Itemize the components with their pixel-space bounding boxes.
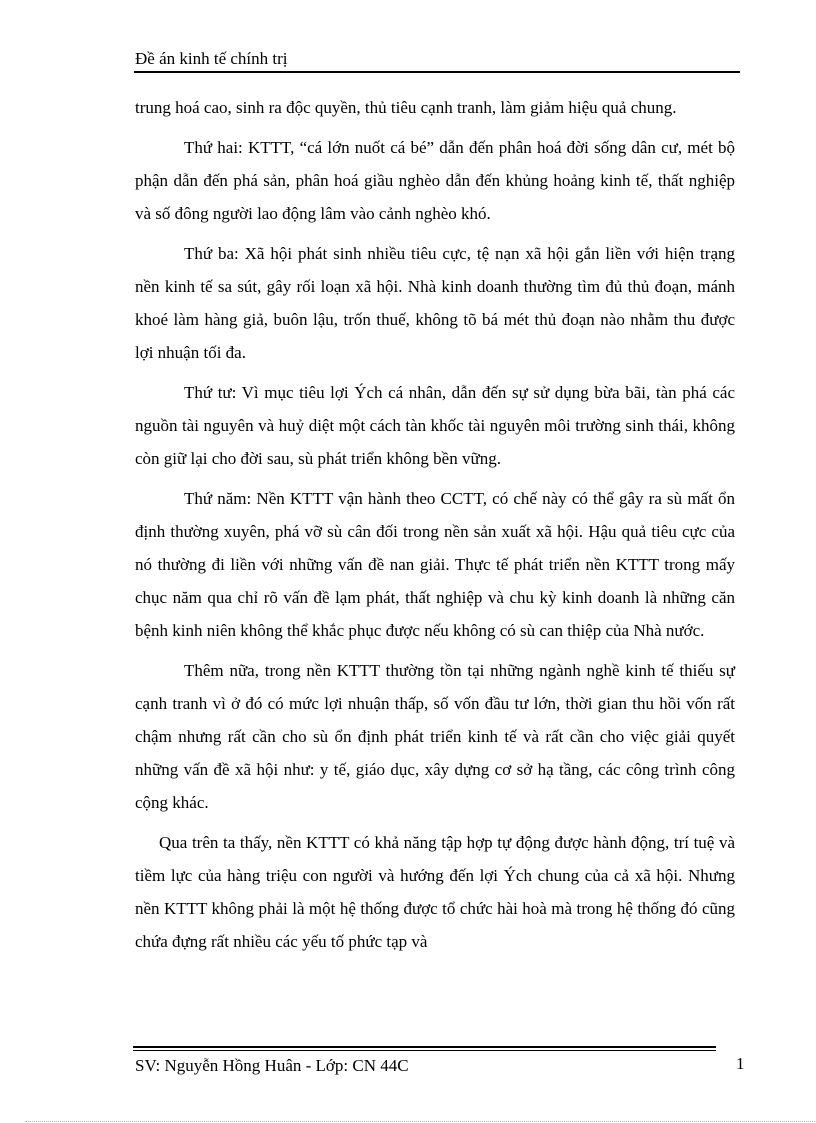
page-number: 1 [736, 1054, 745, 1073]
paragraph-them-nua: Thêm nữa, trong nền KTTT thường tồn tại những ngành nghề kinh tế thiếu sự cạnh tranh vì ở đó có mức lợi nhuận thấp, số vốn đầu tư lớn, thời gian thu hồi vốn rất chậm nhưng rất cần cho sù ổn định phát triển kinh tế và rất cần cho việc giải quyết những vấn đề xã hội như: y tế, giáo dục, xây dựng cơ sở hạ tầng, các công trình công cộng khác. [135, 661, 735, 812]
footer-divider-thin [133, 1050, 716, 1051]
paragraph-continuation: trung hoá cao, sinh ra độc quyền, thủ tiêu cạnh tranh, làm giảm hiệu quả chung. [135, 98, 677, 117]
footer-author-line: SV: Nguyễn Hồng Huân - Lớp: CN 44C [135, 1056, 409, 1075]
paragraph-thu-nam: Thứ năm: Nền KTTT vận hành theo CCTT, có chế này có thể gây ra sù mất ổn định thường xuyên, phá vỡ sù cân đối trong nền sản xuất xã hội. Hậu quả tiêu cực của nó thường đi liền với những vấn đề nan giải. Thực tế phát triển nền KTTT trong mấy chục năm qua chỉ rõ vấn đề lạm phát, thất nghiệp và chu kỳ kinh doanh là những căn bệnh kinh niên không thể khắc phục được nếu không có sù can thiệp của Nhà nước. [135, 489, 735, 640]
paragraph-thu-hai: Thứ hai: KTTT, “cá lớn nuốt cá bé” dẫn đến phân hoá đời sống dân cư, mét bộ phận dẫn đến phá sản, phân hoá giầu nghèo dẫn đến khủng hoảng kinh tế, thất nghiệp và số đông người lao động lâm vào cảnh nghèo khó. [135, 138, 735, 223]
header-divider [134, 71, 740, 73]
footer-divider-thick [133, 1046, 716, 1048]
paragraph-thu-ba: Thứ ba: Xã hội phát sinh nhiều tiêu cực, tệ nạn xã hội gắn liền với hiện trạng nền kinh tế sa sút, gây rối loạn xã hội. Nhà kinh doanh thường tìm đủ thủ đoạn, mánh khoé làm hàng giả, buôn lậu, trốn thuế, không tõ bá mét thủ đoạn nào nhằm thu được lợi nhuận tối đa. [135, 244, 735, 362]
paragraph-thu-tu: Thứ tư: Vì mục tiêu lợi Ých cá nhân, dẫn đến sự sử dụng bừa bãi, tàn phá các nguồn tài nguyên và huỷ diệt một cách tàn khốc tài nguyên môi trường sinh thái, không còn giữ lại cho đời sau, sù phát triển không bền vững. [135, 383, 735, 468]
page-edge-divider [25, 1121, 815, 1122]
document-body [135, 91, 735, 958]
header-title: Đề án kinh tế chính trị [135, 49, 288, 68]
paragraph-qua-tren: Qua trên ta thấy, nền KTTT có khả năng tập hợp tự động được hành động, trí tuệ và tiềm lực của hàng triệu con người và hướng đến lợi Ých chung của cả xã hội. Nhưng nền KTTT không phải là một hệ thống được tổ chức hài hoà mà trong hệ thống đó cũng chứa đựng rất nhiều các yếu tố phức tạp và [135, 833, 735, 951]
